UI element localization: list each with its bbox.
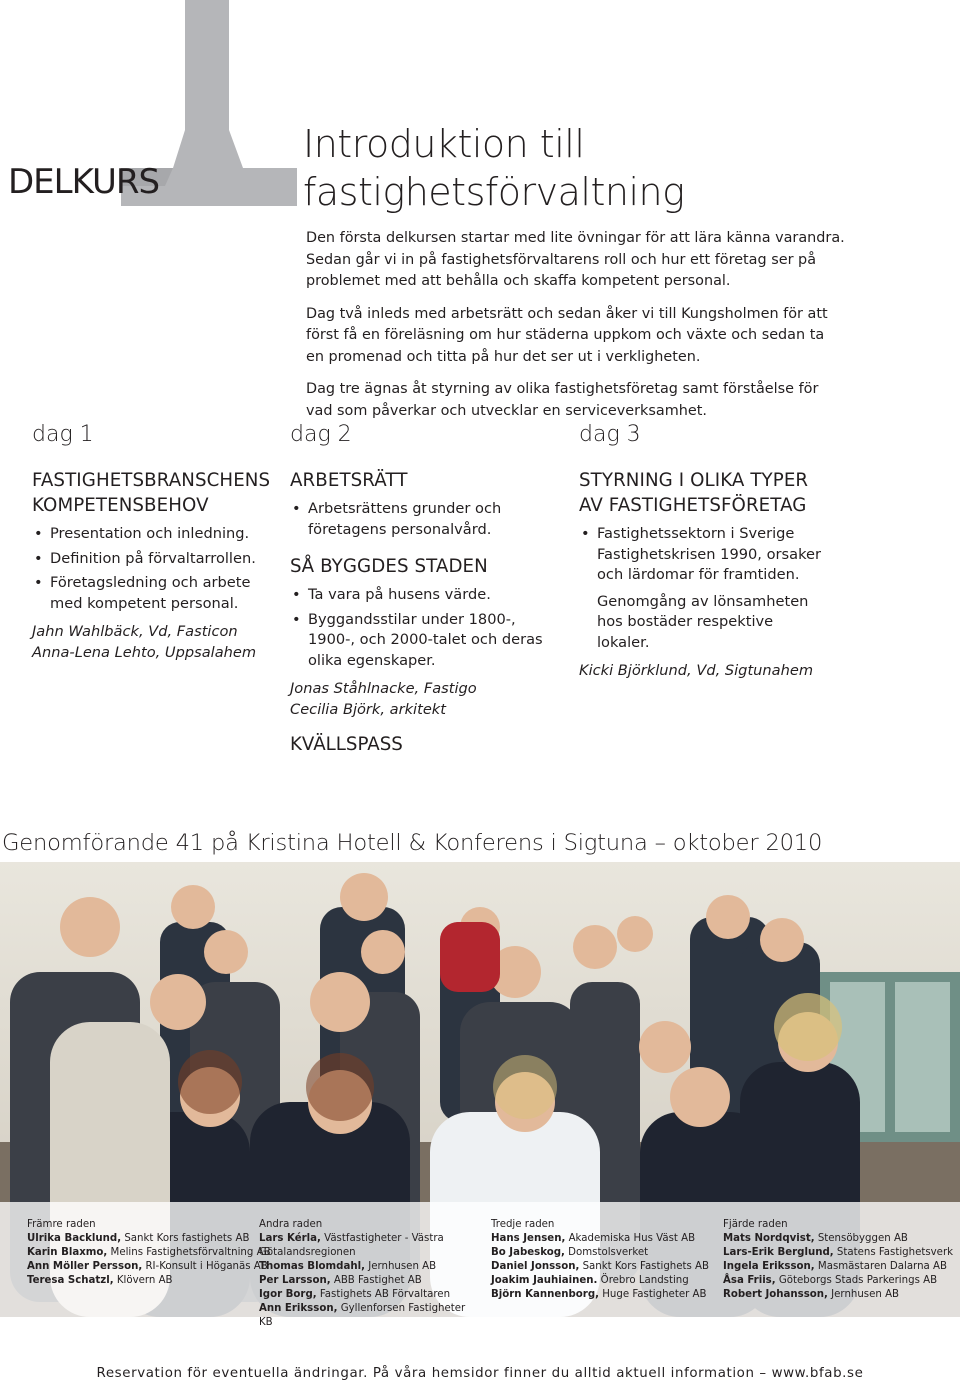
list-item: Björn Kannenborg, Huge Fastigheter AB <box>491 1289 707 1300</box>
course-number: 1 <box>207 100 208 101</box>
list-item: • Byggandsstilar under 1800-, 1900-, och 2000-talet och deras olika egenskaper. <box>292 610 543 669</box>
evening-session-label: KVÄLLSPASS <box>290 734 403 755</box>
row-heading: Fjärde raden <box>723 1219 788 1230</box>
list-item: Hans Jensen, Akademiska Hus Väst AB <box>491 1233 696 1244</box>
list-item: Ingela Eriksson, Masmästaren Dalarna AB <box>723 1261 947 1272</box>
row-heading: Främre raden <box>27 1219 96 1230</box>
list-item: • Företagsledning och arbete med kompetent personal. <box>34 574 251 612</box>
list-item: • Fastighetssektorn i Sverige Fastighetskrisen 1990, orsaker och lärdomar för framtiden. <box>581 525 821 583</box>
intro-paragraph-3: Dag tre ägnas åt styrning av olika fastighetsföretag samt förståelse för vad som påverkar och utvecklar en serviceverksamhet. <box>306 381 819 419</box>
names-column-4 <box>723 1218 953 1302</box>
day-2-list-1 <box>290 499 558 540</box>
bullet-icon: • <box>34 549 43 567</box>
list-item: • Presentation och inledning. <box>32 524 280 545</box>
day-2-column <box>290 468 558 720</box>
bullet-icon: • <box>581 525 590 542</box>
page-title <box>303 120 923 216</box>
day-3-label: dag 3 <box>579 422 641 447</box>
delkurs-label: DELKURS <box>8 162 160 202</box>
intro-paragraph-1: Den första delkursen startar med lite övningar för att lära känna varandra. Sedan går vi in på fastighetsförvaltarens roll och hur ett företag ser på problemet med att behålla och skaffa kompetent personal. <box>306 230 845 289</box>
day-3-heading: STYRNING I OLIKA TYPER AV FASTIGHETSFÖRETAG <box>579 470 809 516</box>
list-item: Ann Möller Persson, RI-Konsult i Höganäs AB <box>27 1261 268 1272</box>
list-item: Joakim Jauhiainen. Örebro Landsting <box>491 1275 689 1286</box>
bullet-icon: • <box>292 500 301 517</box>
speaker: Anna-Lena Lehto, Uppsalahem <box>32 643 257 661</box>
bullet-icon: • <box>292 610 301 628</box>
day-2-heading-2: SÅ BYGGDES STADEN <box>290 556 488 577</box>
list-item: Lars Kérla, Västfastigheter - Västra Götalandsregionen <box>259 1233 444 1258</box>
list-item: Daniel Jonsson, Sankt Kors Fastighets AB <box>491 1261 710 1272</box>
photo-caption: Genomförande 41 på Kristina Hotell & Konferens i Sigtuna – oktober 2010 <box>2 830 823 856</box>
intro-text <box>306 228 846 433</box>
list-item: Igor Borg, Fastighets AB Förvaltaren <box>259 1289 451 1300</box>
row-heading: Tredje raden <box>491 1219 555 1230</box>
footer-note: Reservation för eventuella ändringar. På våra hemsidor finner du alltid aktuell information – www.bfab.se <box>96 1366 864 1381</box>
day-1-column <box>32 468 280 663</box>
bullet-icon: • <box>34 525 43 542</box>
names-panel <box>0 1202 960 1328</box>
day-3-list <box>579 524 829 653</box>
list-item: Ulrika Backlund, Sankt Kors fastighets AB <box>27 1233 250 1244</box>
day-1-label: dag 1 <box>32 422 94 447</box>
list-item: Karin Blaxmo, Melins Fastighetsförvaltning AB <box>27 1247 271 1258</box>
list-item: • Definition på förvaltarrollen. <box>32 549 280 570</box>
day-2-list-2 <box>290 585 558 671</box>
list-item: Teresa Schatzl, Klövern AB <box>27 1275 173 1286</box>
day-2-label: dag 2 <box>290 422 352 447</box>
names-column-3 <box>491 1218 709 1302</box>
list-item: • Arbetsrättens grunder och företagens personalvård. <box>292 500 502 538</box>
day-2-heading-1: ARBETSRÄTT <box>290 470 408 491</box>
title-line-1: Introduktion till <box>303 122 585 166</box>
speaker: Kicki Björklund, Vd, Sigtunahem <box>579 662 814 679</box>
day-3-column <box>579 468 829 682</box>
speaker: Cecilia Björk, arkitekt <box>290 700 446 718</box>
list-item: • Ta vara på husens värde. <box>290 585 558 606</box>
list-item: Åsa Friis, Göteborgs Stads Parkerings AB <box>723 1275 938 1286</box>
list-item: Genomgång av lönsamheten hos bostäder respektive lokaler. <box>597 592 809 651</box>
speaker: Jahn Wahlbäck, Vd, Fasticon <box>32 623 238 640</box>
intro-paragraph-2: Dag två inleds med arbetsrätt och sedan åker vi till Kungsholmen för att först få en föreläsning om hur städerna uppkom och växte och sedan ta en promenad och titta på hur det ser ut i verkligheten. <box>306 305 828 365</box>
bullet-icon: • <box>292 586 301 603</box>
speaker: Jonas Ståhlnacke, Fastigo <box>290 680 477 697</box>
day-1-list <box>32 524 280 614</box>
day-1-heading: FASTIGHETSBRANSCHENS KOMPETENSBEHOV <box>32 470 271 516</box>
list-item: Per Larsson, ABB Fastighet AB <box>259 1275 422 1286</box>
bullet-icon: • <box>34 574 43 591</box>
list-item: Bo Jabeskog, Domstolsverket <box>491 1247 649 1258</box>
title-line-2: fastighetsförvaltning <box>303 170 685 214</box>
row-heading: Andra raden <box>259 1219 323 1230</box>
list-item: Mats Nordqvist, Stensöbyggen AB <box>723 1233 908 1244</box>
list-item: Robert Johansson, Jernhusen AB <box>723 1289 900 1300</box>
list-item: Lars-Erik Berglund, Statens Fastighetsverk <box>723 1247 954 1258</box>
list-item: Ann Eriksson, Gyllenforsen Fastigheter KB <box>259 1303 466 1328</box>
list-item: Thomas Blomdahl, Jernhusen AB <box>259 1261 437 1272</box>
names-column-2 <box>259 1218 469 1330</box>
names-column-1 <box>27 1218 271 1288</box>
